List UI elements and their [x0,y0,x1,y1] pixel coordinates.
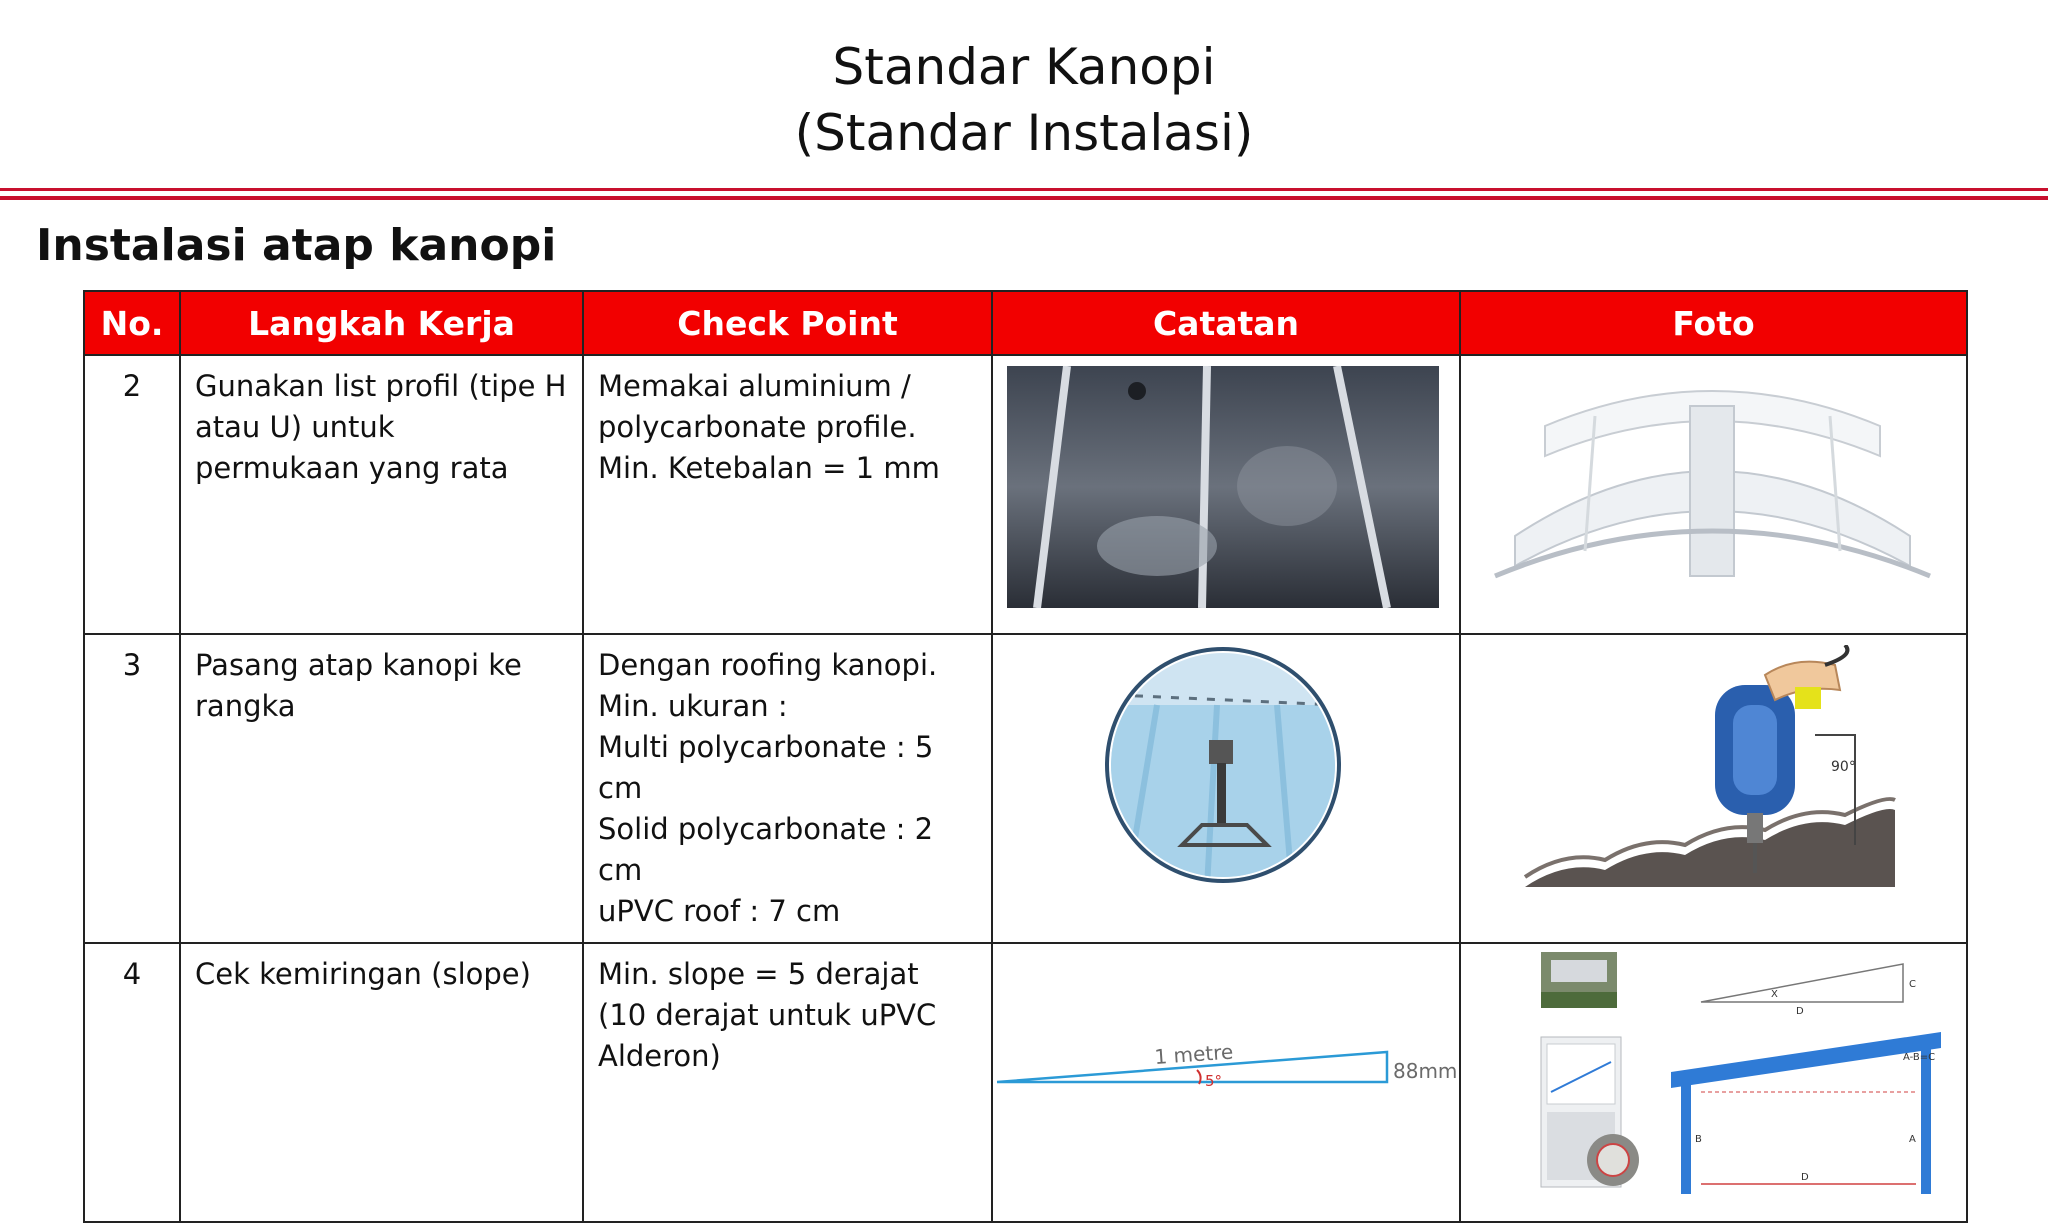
title-line-2: (Standar Instalasi) [794,104,1254,162]
roof-screw-illustration [1007,645,1439,887]
foto-cell [1460,943,1967,1222]
check-point-line: Multi polycarbonate : 5 cm [598,730,934,805]
catatan-cell [992,634,1460,943]
foto-cell [1460,355,1967,634]
column-header-langkah-kerja: Langkah Kerja [180,291,583,355]
drill-angle-label: 90° [1831,759,1856,775]
header-divider-bottom [0,196,2048,200]
check-point-line: uPVC roof : 7 cm [598,894,841,928]
catatan-cell [992,943,1460,1222]
frame-label-c-top: C [1909,979,1916,990]
step-description: Cek kemiringan (slope) [180,943,583,1222]
slope-angle-label: 5° [1205,1072,1223,1090]
section-heading: Instalasi atap kanopi [36,220,557,271]
step-description: Pasang atap kanopi ke rangka [180,634,583,943]
table-row [84,943,1967,1222]
wet-roof-photo [1007,366,1439,608]
frame-label-b: B [1695,1134,1702,1145]
table-row [84,634,1967,943]
frame-label-x: X [1771,989,1778,1000]
frame-label-a: A [1909,1134,1916,1145]
frame-label-abc: A-B=C [1903,1052,1936,1063]
check-point-line: Memakai aluminium / [598,369,911,403]
h-profile-photo [1475,366,1950,608]
check-point-line: Min. ukuran : [598,689,788,723]
slope-rise-label: 88mm [1393,1059,1458,1083]
column-header-catatan: Catatan [992,291,1460,355]
check-point-line: Alderon) [598,1039,721,1073]
check-point [583,943,992,1222]
catatan-cell [992,355,1460,634]
slope-diagram [997,952,1459,1194]
check-point-line: Solid polycarbonate : 2 cm [598,812,934,887]
check-point-line: Min. slope = 5 derajat [598,957,919,991]
frame-label-d-bottom: D [1801,1172,1809,1183]
step-number: 4 [84,943,180,1222]
step-number: 3 [84,634,180,943]
header-divider-top [0,188,2048,191]
installation-table [83,290,1968,1223]
column-header-check-point: Check Point [583,291,992,355]
frame-label-d-top: D [1796,1006,1804,1017]
title-line-1: Standar Kanopi [832,38,1216,96]
slope-measurement-collage [1471,952,1956,1194]
page-title [0,34,2048,166]
step-description: Gunakan list profil (tipe H atau U) untuk permukaan yang rata [180,355,583,634]
check-point-line: Min. Ketebalan = 1 mm [598,451,940,485]
column-header-foto: Foto [1460,291,1967,355]
table-header-row [84,291,1967,355]
slope-length-label: 1 metre [1153,1039,1234,1069]
table-row [84,355,1967,634]
foto-cell [1460,634,1967,943]
column-header-no: No. [84,291,180,355]
check-point-line: (10 derajat untuk uPVC [598,998,937,1032]
step-number: 2 [84,355,180,634]
drill-on-roof-illustration [1475,645,1950,887]
check-point [583,355,992,634]
check-point-line: polycarbonate profile. [598,410,917,444]
check-point-line: Dengan roofing kanopi. [598,648,938,682]
check-point [583,634,992,943]
